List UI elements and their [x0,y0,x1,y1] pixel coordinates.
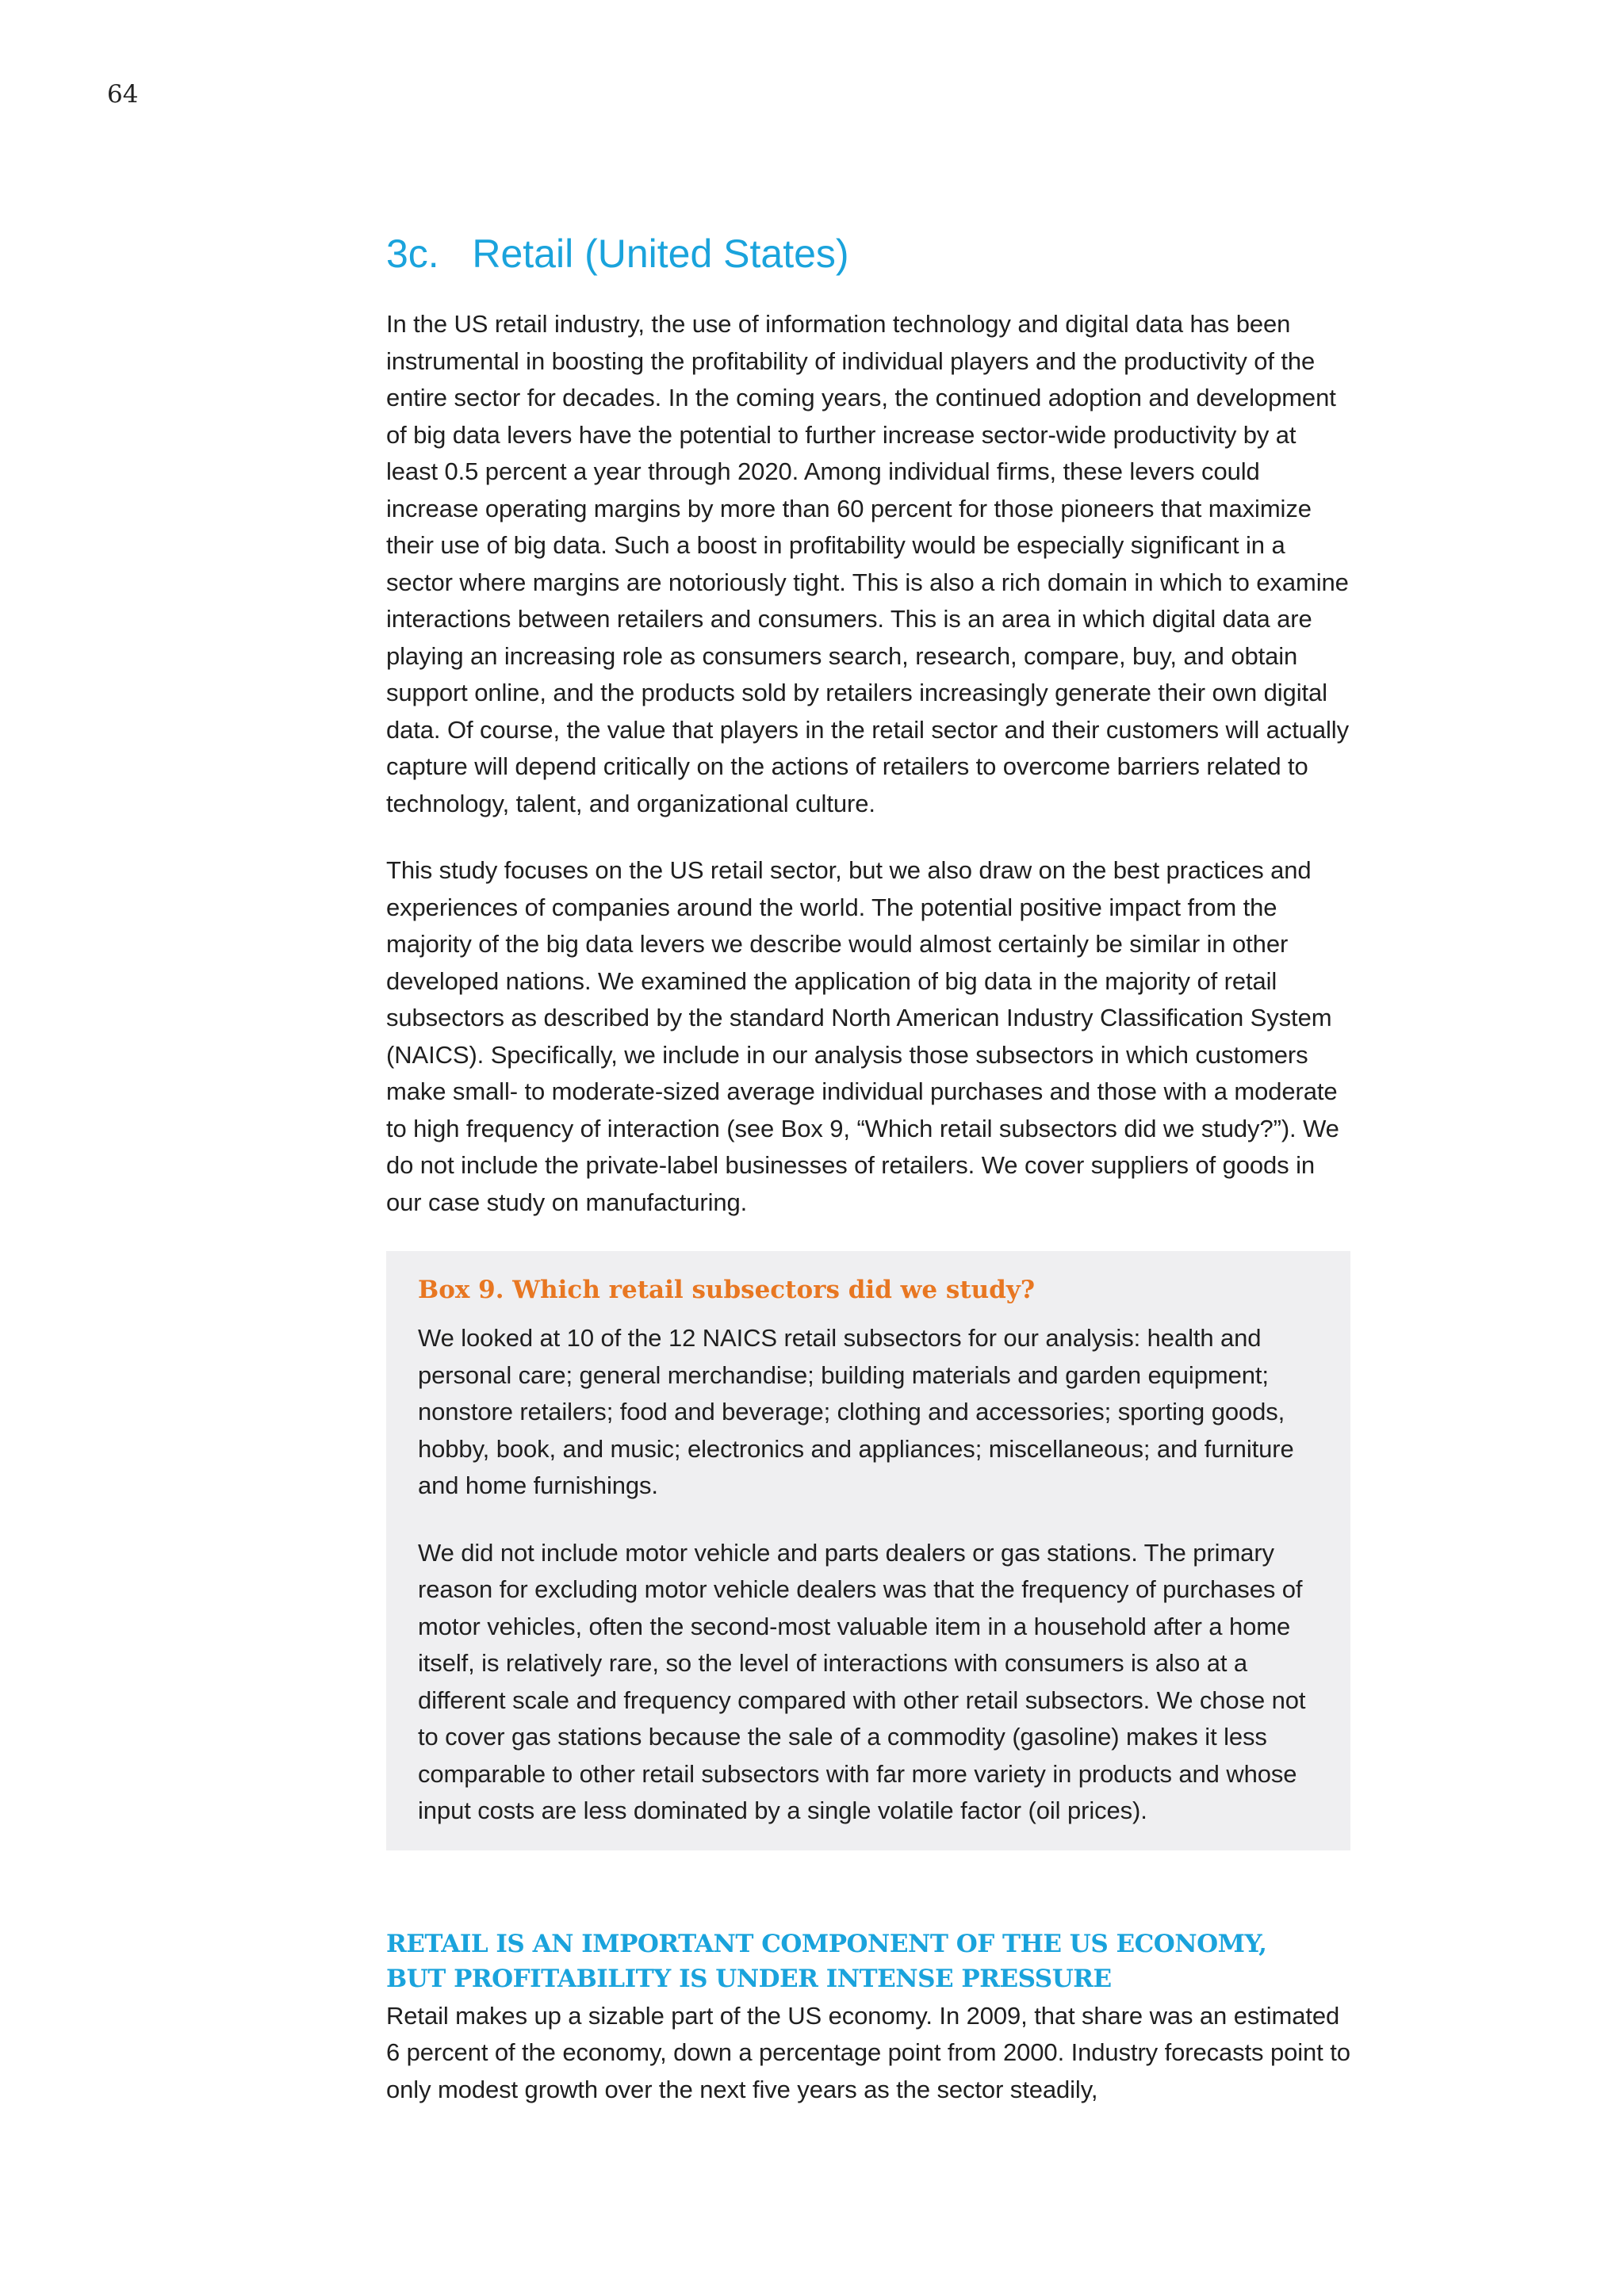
body-paragraph-1: In the US retail industry, the use of information technology and digital data has been instrumental in boosting the profitability of individual players and the productivity of the entire sector for decades. In the coming years, the continued adoption and development of big data levers have the potential to further increase sector-wide productivity by at least 0.5 percent a year through 2020. Among individual firms, these levers could increase operating margins by more than 60 percent for those pioneers that maximize their use of big data. Such a boost in profitability would be especially significant in a sector where margins are notoriously tight. This is also a rich domain in which to examine interactions between retailers and consumers. This is an area in which digital data are playing an increasing role as consumers search, research, compare, buy, and obtain support online, and the products sold by retailers increasingly generate their own digital data. Of course, the value that players in the retail sector and their customers will actually capture will depend critically on the actions of retailers to overcome barriers related to technology, talent, and organizational culture. [386,310,1349,817]
subsection-heading-line-2: BUT PROFITABILITY IS UNDER INTENSE PRESSURE [386,1964,1112,1993]
section-title: 3c. Retail (United States) [386,232,849,276]
subsection-heading-line-1: RETAIL IS AN IMPORTANT COMPONENT OF THE US ECONOMY, [386,1929,1267,1958]
subsection-paragraph: Retail makes up a sizable part of the US economy. In 2009, that share was an estimated 6 percent of the economy, down a percentage point from 2000. Industry forecasts point to only modest growth over the next five years as the sector steadily, [386,2001,1350,2103]
body-paragraph-2: This study focuses on the US retail sector, but we also draw on the best practices and experiences of companies around the world. The potential positive impact from the majority of the big data levers we describe would almost certainly be similar in other developed nations. We examined the application of big data in the majority of retail subsectors as described by the standard North American Industry Classification System (NAICS). Specifically, we include in our analysis those subsectors in which customers make small- to moderate-sized average individual purchases and those with a moderate to high frequency of interaction (see Box 9, “Which retail subsectors did we study?”). We do not include the private-label businesses of retailers. We cover suppliers of goods in our case study on manufacturing. [386,856,1339,1216]
box-title: Box 9. Which retail subsectors did we study? [418,1276,1036,1304]
sidebar-box-9 [386,1251,1350,1850]
page-number: 64 [107,80,139,109]
box-paragraph-1: We looked at 10 of the 12 NAICS retail subsectors for our analysis: health and personal care; general merchandise; building materials and garden equipment; nonstore retailers; food and beverage; clothing and accessories; sporting goods, hobby, book, and music; electronics and appliances; miscellaneous; and furniture and home furnishings. [418,1324,1294,1500]
main-content [386,230,1354,2138]
box-paragraph-2: We did not include motor vehicle and parts dealers or gas stations. The primary reason for excluding motor vehicle dealers was that the frequency of purchases of motor vehicles, often the second-most valuable item in a household after a home itself, is relatively rare, so the level of interactions with consumers is also at a different scale and frequency compared with other retail subsectors. We chose not to cover gas stations because the sale of a commodity (gasoline) makes it less comparable to other retail subsectors with far more variety in products and whose input costs are less dominated by a single volatile factor (oil prices). [418,1538,1306,1825]
subsection-heading [386,1927,1354,1996]
